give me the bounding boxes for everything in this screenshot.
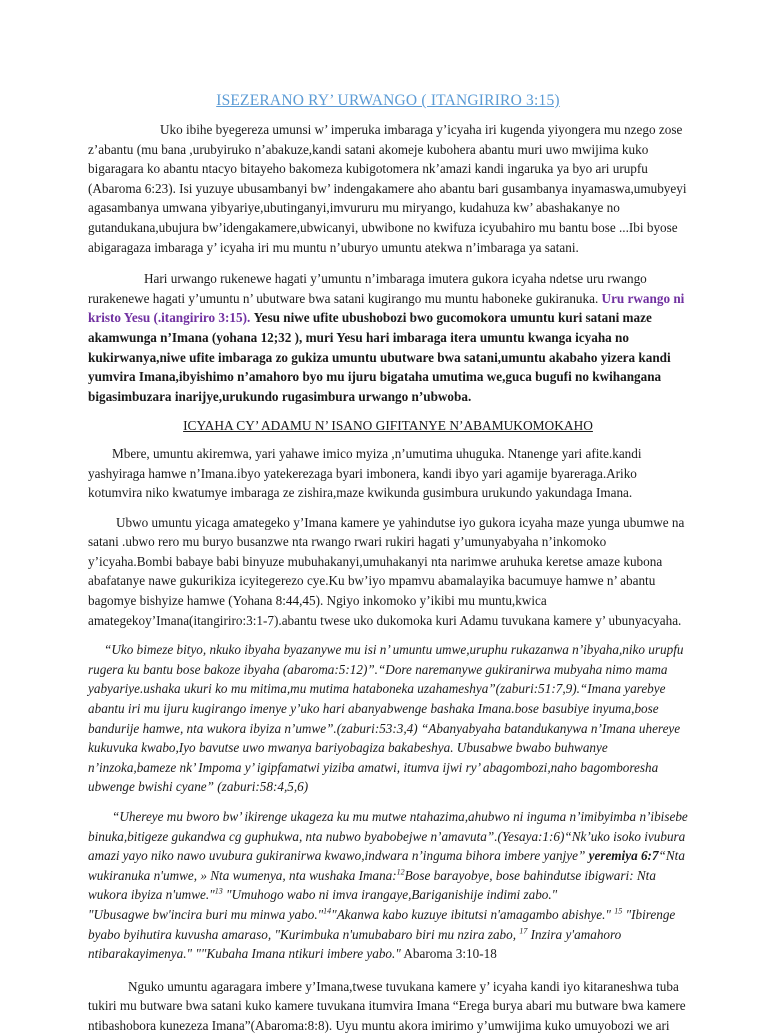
paragraph-enmity-bold: Yesu niwe ufite ubushobozi bwo gucomokora umuntu kuri satani maze akamwunga n’Imana (yohana 12;32 ), muri Yesu hari imbaraga itera umuntu kwanga icyaha no kukirwanya,niwe ufite imbaraga zo gukiza umuntu ubutware bwa satani,umuntu akabaho yizera kandi yumvira Imana,ibyishimo n’amahoro byo mu ijuru bigataha umutima we,guca bugufi no kwihangana bigasimbuzara inarijye,urukundo rugasimbura urwango n’ubwoba.	[88, 310, 671, 404]
quote2-part-a: “Uhereye mu bworo bw’ ikirenge ukageza ku mu mutwe ntahazima,ahubwo ni inguma n’imibyimba n’ibisebe binuka,bitigeze gukandwa cg guphukwa, nta nubwo byabobejwe n’amavuta”.(Yesaya:1:6)“Nk’uko isoko ivubura amazi yayo niko nawo uvubura gukiranirwa kwawo,indwara n’inguma bihora imbere yanjye”	[88, 809, 688, 864]
quote2-part-h: "Ibirenge byabo byihutira kuvusha amaraso, "Kurimbuka n'umubabaro biri mu nzira zabo,	[88, 906, 676, 942]
paragraph-intro: Uko ibihe byegereza umunsi w’ imperuka imbaraga y’icyaha iri kugenda yiyongera mu nzego zose z’abantu (mu bana ,urubyiruko n’abakuze,kandi satani akomeje kubohera abantu muri uwo mwijima kuko bigaragara ko abantu ntacyo bitayeho bakomeza kubigotomera nk’amazi kandi ingaruka ya byo ari urupfu (Abaroma 6:23). Isi yuzuye ubusambanyi bw’ indengakamere aho abantu bari gusambanya inyamaswa,umubyeyi agasambanya umwana yibyariye,ubutinganyi,imvururu mu miryango, kudahuza kw’ abashakanye no gutandukana,ubujura bw’idengakamere,ubwicanyi, ubwibone no kwifuza icyubahiro mu bantu bose ...Ibi byose abigaragaza imbaraga y’ icyaha iri mu muntu n’uburyo umuntu atekwa n’imbaraga ya satani.	[88, 122, 687, 255]
quote2-part-i: Inzira y'amahoro ntibarakayimenya." ""Kubaha Imana ntikuri imbere yabo."	[88, 926, 622, 962]
highlight-christ-reference: Uru rwango ni kristo Yesu (.itangiriro 3:15).	[88, 290, 685, 326]
verse-number-14: 14	[323, 906, 332, 916]
section-heading-adam: ICYAHA CY’ ADAMU N’ ISANO GIFITANYE N’ABAMUKOMOKAHO	[183, 418, 593, 434]
quote2-part-d: Bose barayobye, bose bahindutse ibigwari: Nta wukora ibyiza n'umwe."	[88, 867, 656, 903]
quote-scripture-1: “Uko bimeze bityo, nkuko ibyaha byazanywe mu isi n’ umuntu umwe,uruphu rukazanwa n’ibyaha,niko urupfu rugera ku bantu bose bakoze ibyaha (abaroma:5:12)”.“Dore naremanywe gukiranirwa mubyaha nimo mama yabyariye.ushaka ukuri ko mu mitima,mu mutima hataboneka uzahameshya”(zaburi:51:7,9).“Imana yarebye abantu iri mu ijuru kugirango imenye y’uko hari abanyabwenge bashaka Imana.bose basubiye inyuma,bose bandurije hamwe, nta wukora ibyiza n’umwe”.(zaburi:53:3,4) “Abanyabyaha batandukanywa n’Imana uhereye kukuvuka kwabo,Iyo bavutse uwo mwanya bariyobagiza bakabeshya. Ubusabwe bwabo buhwanye n’inzoka,bameze nk’ Impoma y’ igipfamatwi yiziba amatwi, itumva ijwi ry’ abagombozi,naho bagomboresha ubwenge bwishi cyane” (zaburi:58:4,5,6)	[88, 642, 684, 795]
paragraph-enmity	[88, 269, 688, 406]
quote2-part-c: “Nta wukiranuka n'umwe, » Nta wumenya, nta wushaka Imana:	[88, 848, 685, 883]
verse-number-12: 12	[396, 867, 405, 877]
quote2-part-g: "Akanwa kabo kuzuye ibitutsi n'amagambo abishye."	[331, 906, 611, 922]
paragraph-enmity-text: Hari urwango rukenewe hagati y’umuntu n’imbaraga imutera gukora icyaha ndetse uru rwango rurakenewe hagati y’umuntu n’ ubutware bwa satani kugirango mu muntu haboneke gukiranuka.	[88, 271, 647, 306]
quote2-part-f: "Ubusagwe bw'incira buri mu minwa yabo."	[88, 906, 324, 922]
paragraph-fall: Ubwo umuntu yicaga amategeko y’Imana kamere ye yahindutse iyo gukora icyaha maze yunga ubumwe na satani .ubwo rero mu buryo busanzwe nta rwango rwari rukiri hagati y’umunyabyaha n’inkomoko y’icyaha.Bombi babaye babi binyuze mubuhakanyi,umuhakanyi nta narimwe aruhuka keretse amaze kubona abafatanye nawe gukurikiza icyitegerezo cye.Ku bw’iyo mpamvu abamalayika bacumuye hamwe n’ abantu bagomye bishyize hamwe (Yohana 8:44,45). Ngiyo inkomoko y’ikibi mu muntu,kwica amategekoy’Imana(itangiriro:3:1-7).abantu twese uko dukomoka kuri Adamu tuvukana kamere y’ ubunyacyaha.	[88, 514, 685, 628]
verse-number-13: 13	[214, 886, 223, 896]
quote2-reference-jeremiah: yeremiya 6:7	[588, 848, 659, 864]
document-title: ISEZERANO RY’ URWANGO ( ITANGIRIRO 3:15)	[216, 92, 560, 109]
verse-number-17: 17	[519, 926, 528, 936]
paragraph-creation: Mbere, umuntu akiremwa, yari yahawe imico myiza ,n’umutima uhuguka. Ntanenge yari afite.kandi yashyiraga hamwe n’Imana.ibyo yatekerezaga byari imbonera, kandi ibyo yari agamije byarerаga.Ariko kotumvira niko kwatumye imbaraga ze zishira,maze kwikunda gusimbura urukundo yakundaga Imana.	[88, 445, 642, 501]
quote-scripture-2	[88, 807, 688, 964]
paragraph-conclusion: Nguko umuntu agaragara imbere y’Imana,twese tuvukana kamere y’ icyaha kandi iyo kitaraneshwa tuba tukiri mu butware bwa satani kuko kamere tuvukana itumvira Imana “Erega burya abari mu butware bwa kamere ntibashobora kunezeza Imana”(Abaroma:8:8). Uyu muntu akora imirimo y’umwijima kuko umuyobozi we ari	[88, 978, 686, 1033]
quote2-reference-romans: Abaroma 3:10-18	[400, 946, 497, 962]
verse-number-15: 15	[614, 906, 623, 916]
quote2-part-e: "Umuhogo wabo ni imva irangaye,Bariganishije indimi zabo."	[222, 887, 558, 903]
